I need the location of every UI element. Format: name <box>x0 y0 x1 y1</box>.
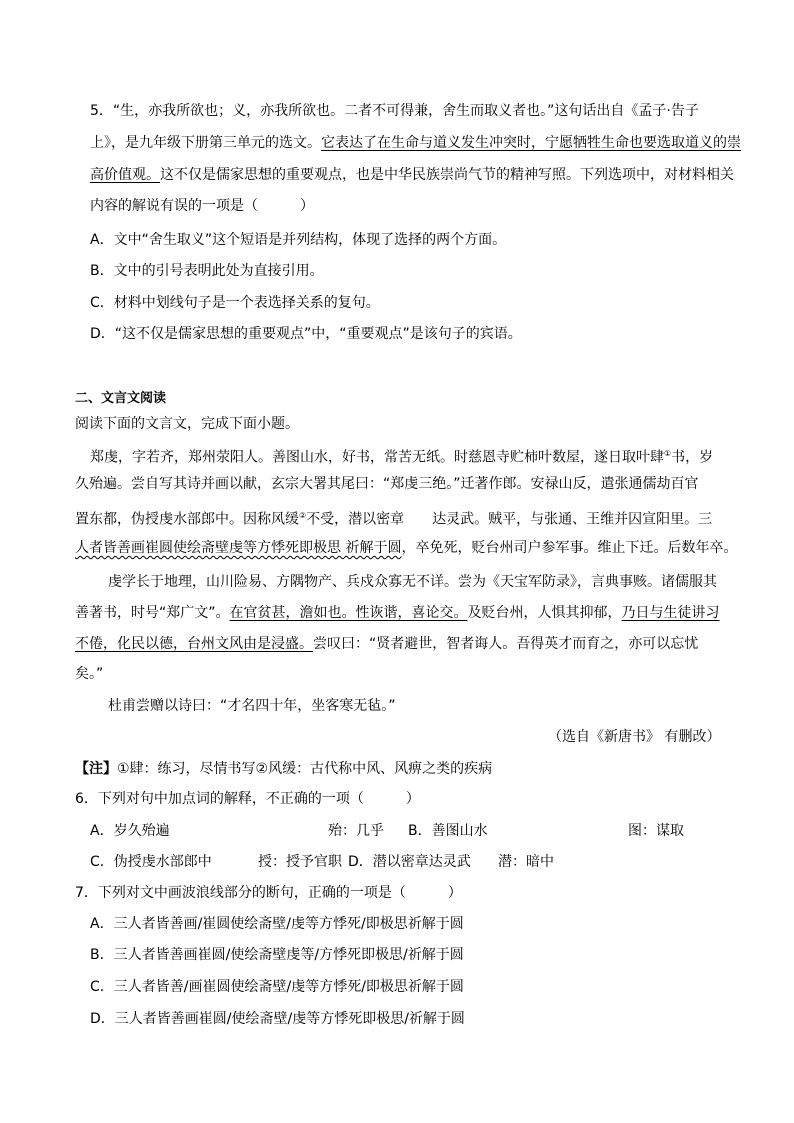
q6-option-b-gloss: 图：谋取 <box>628 823 684 839</box>
passage-p2-line-4: 矣。” <box>75 666 104 682</box>
q6-option-b: B．善图山水 <box>408 823 488 839</box>
q5-option-a: A．文中“舍生取义”这个短语是并列结构，体现了选择的两个方面。 <box>90 232 507 248</box>
q5-option-b: B．文中的引号表明此处为直接引用。 <box>90 263 324 279</box>
q5-line-4: 内容的解说有误的一项是（ ） <box>90 198 314 214</box>
underlined-phrase-3: 不倦，化民以德，台州文风由是浸盛。 <box>75 636 313 652</box>
q5-underlined-sentence: 它表达了在生命与道义发生冲突时，宁愿牺牲生命也要选取道义的崇 <box>321 135 741 151</box>
passage-p2-line-3: 不倦，化民以德，台州文风由是浸盛。尝叹曰：“贤者避世，智者诲人。吾得英才而育之，亦可以忘忧 <box>75 636 699 652</box>
section-heading: 二、文言文阅读 <box>75 391 167 406</box>
q7-option-a: A．三人者皆善画/崔圆使绘斋壁/虔等方悸死/即极思祈解于圆 <box>90 916 464 932</box>
underlined-phrase-2: 乃日与生徒讲习 <box>621 605 720 621</box>
q7-option-d: D．三人者皆善画崔圆/使绘斋壁/虔等方悸死即极思/祈解于圆 <box>90 1011 465 1027</box>
passage-p2-line-1: 虔学长于地理，山川险易、方隅物产、兵戍众寡无不详。尝为《天宝军防录》，言典事赅。诸儒服其 <box>108 574 717 590</box>
passage-p1-line-1: 郑虔，字若齐，郑州荥阳人。善图山水，好书，常苦无纸。时慈恩寺贮柿叶数屋，遂日取叶肆①书，岁 <box>90 449 714 466</box>
passage-p1-line-3: 置东都，伪授虔水部郎中。因称风缓②不受，潜以密章 达灵武。贼平，与张通、王维并囚宣阳里。三 <box>75 511 713 528</box>
q7-option-c: C．三人者皆善/画崔圆使绘斋壁/虔等方悸死/即极思祈解于圆 <box>90 979 464 995</box>
q7-option-b: B．三人者皆善画崔圆/使绘斋壁虔等/方悸死即极思/祈解于圆 <box>90 947 464 963</box>
q6-option-c: C．伪授虔水部郎中 <box>90 854 212 870</box>
q5-line-3: 高价值观。这不仅是儒家思想的重要观点，也是中华民族崇尚气节的精神写照。下列选项中，对材料相关 <box>90 167 734 183</box>
q5-option-c: C．材料中划线句子是一个表选择关系的复句。 <box>90 295 380 311</box>
q5-line-1: 5．“生，亦我所欲也；义，亦我所欲也。二者不可得兼，舍生而取义者也。”这句话出自《孟子·告子 <box>90 103 699 119</box>
q6-stem: 6．下列对句中加点词的解释，不正确的一项（ ） <box>75 791 420 807</box>
q5-option-d: D．“这不仅是儒家思想的重要观点”中，“重要观点”是该句子的宾语。 <box>90 326 522 342</box>
q6-option-d: D．潜以密章达灵武 <box>348 854 471 870</box>
passage-p3: 杜甫尝赠以诗曰：“才名四十年，坐客寒无毡。” <box>108 698 396 714</box>
q5-line-2: 上》，是九年级下册第三单元的选文。它表达了在生命与道义发生冲突时，宁愿牺牲生命也要选取道义的崇 <box>90 135 741 151</box>
q6-option-d-gloss: 潜：暗中 <box>498 854 554 870</box>
q6-option-a-gloss: 殆：几乎 <box>328 823 384 839</box>
q6-option-c-gloss: 授：授予官职 <box>258 854 342 870</box>
q5-underlined-sentence-end: 高价值观。 <box>90 167 160 183</box>
q7-stem: 7．下列对文中画波浪线部分的断句，正确的一项是（ ） <box>75 885 462 901</box>
note: 【注】①肆：练习，尽情书写②风缓：古代称中风、风痹之类的疾病 <box>75 761 493 777</box>
section-intro: 阅读下面的文言文，完成下面小题。 <box>75 416 299 432</box>
underlined-phrase-1: 在官贫甚，澹如也。性诙谐，喜论交。 <box>229 605 468 621</box>
passage-p1-line-2: 久殆遍。尝自写其诗并画以献，玄宗大署其尾曰：“郑虔三绝。”迁著作郎。安禄山反，遣张通儒劫百官 <box>75 476 699 492</box>
wavy-underlined-passage: 人者皆善画崔圆使绘斋壁虔等方悸死即极思 祈解于圆 <box>75 540 402 556</box>
passage-source: （选自《新唐书》 有删改） <box>548 729 721 745</box>
passage-p1-line-4: 人者皆善画崔圆使绘斋壁虔等方悸死即极思 祈解于圆，卒免死，贬台州司户参军事。维止下迁。后数年卒。 <box>75 540 738 556</box>
q6-option-a: A．岁久殆遍 <box>90 823 170 839</box>
passage-p2-line-2: 善著书，时号“郑广文”。在官贫甚，澹如也。性诙谐，喜论交。及贬台州，人惧其抑郁，乃日与生徒讲习 <box>75 605 720 621</box>
